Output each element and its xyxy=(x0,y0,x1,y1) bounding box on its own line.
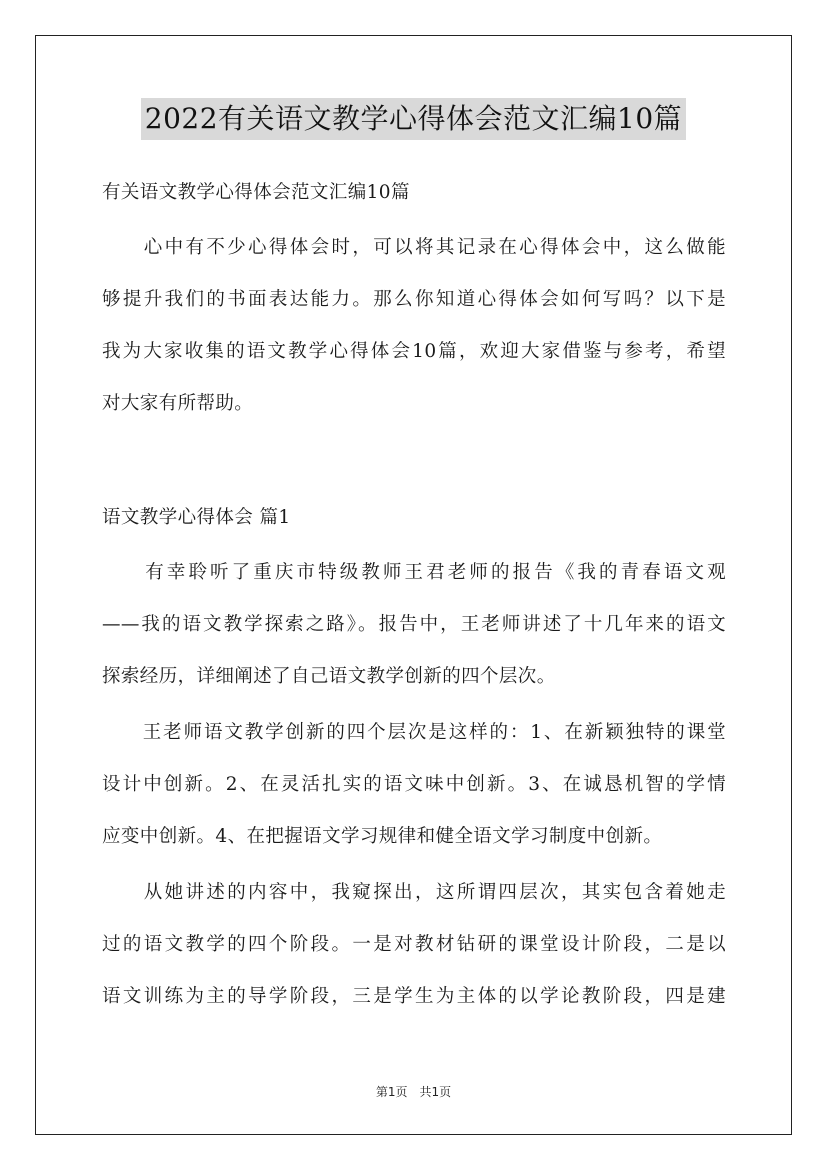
section-line: 语文训练为主的导学阶段，三是学生为主体的以学论教阶段，四是建 xyxy=(102,986,726,1007)
intro-line: 心中有不少心得体会时，可以将其记录在心得体会中，这么做能 xyxy=(102,237,726,258)
section-heading: 语文教学心得体会 篇1 xyxy=(102,507,291,528)
intro-line: 我为大家收集的语文教学心得体会10篇，欢迎大家借鉴与参考，希望 xyxy=(102,341,726,362)
section-line: 有幸聆听了重庆市特级教师王君老师的报告《我的青春语文观 xyxy=(102,562,726,583)
section-line: 设计中创新。2、在灵活扎实的语文味中创新。3、在诚恳机智的学情 xyxy=(102,774,726,795)
page-number: 第1页 共1页 xyxy=(375,1085,452,1099)
document-title: 2022有关语文教学心得体会范文汇编10篇 xyxy=(141,98,686,140)
section-line: 过的语文教学的四个阶段。一是对教材钻研的课堂设计阶段，二是以 xyxy=(102,934,726,955)
intro-line: 对大家有所帮助。 xyxy=(102,393,254,414)
section-line: ——我的语文教学探索之路》。报告中，王老师讲述了十几年来的语文 xyxy=(102,614,726,635)
title-container xyxy=(0,98,827,140)
section-line: 王老师语文教学创新的四个层次是这样的：1、在新颖独特的课堂 xyxy=(102,722,726,743)
document-subtitle: 有关语文教学心得体会范文汇编10篇 xyxy=(102,182,410,203)
section-line: 应变中创新。4、在把握语文学习规律和健全语文学习制度中创新。 xyxy=(102,826,663,847)
section-line: 探索经历，详细阐述了自己语文教学创新的四个层次。 xyxy=(102,666,556,687)
intro-line: 够提升我们的书面表达能力。那么你知道心得体会如何写吗？以下是 xyxy=(102,289,726,310)
section-line: 从她讲述的内容中，我窥探出，这所谓四层次，其实包含着她走 xyxy=(102,882,726,903)
